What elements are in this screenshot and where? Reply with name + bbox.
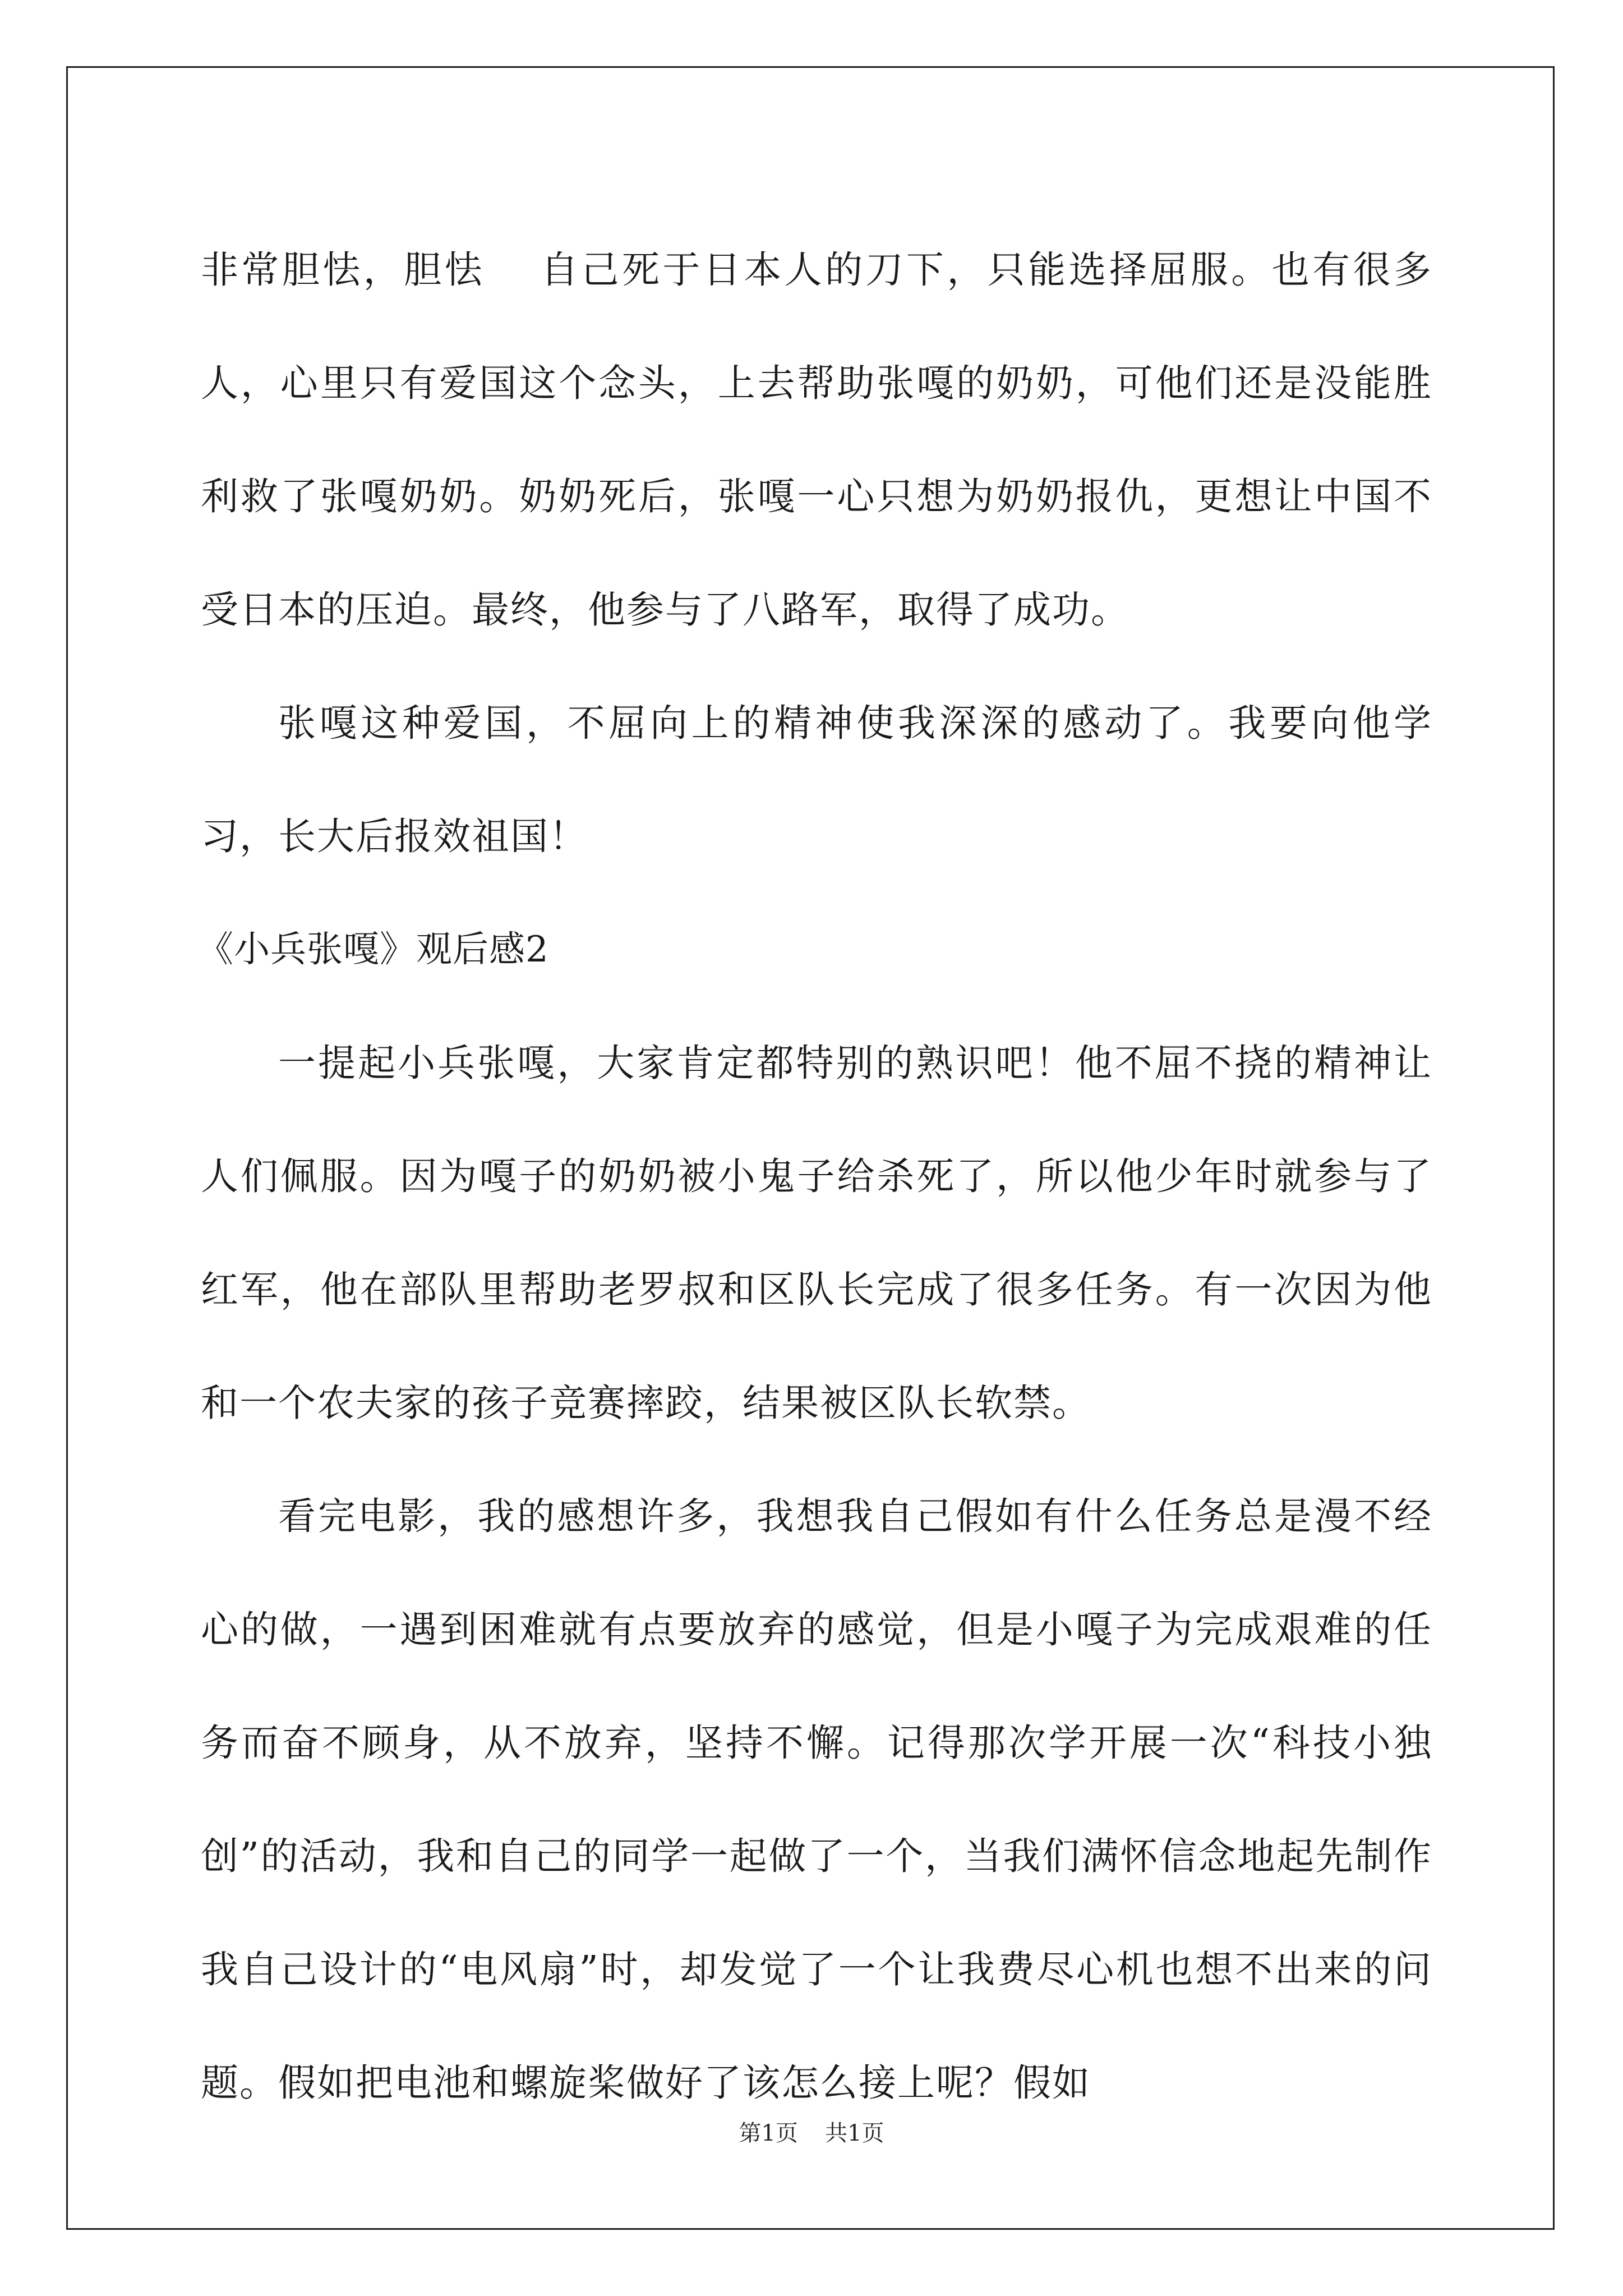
page-footer	[0, 2118, 1623, 2149]
page-number-current: 第1页	[739, 2120, 798, 2146]
page-number-total: 共1页	[825, 2120, 884, 2146]
paragraph-2: 张嘎这种爱国，不屈向上的精神使我深深的感动了。我要向他学习，长大后报效祖国！	[201, 701, 1432, 858]
section-title: 《小兵张嘎》观后感2	[197, 929, 549, 970]
paragraph-4: 看完电影，我的感想许多，我想我自己假如有什么任务总是漫不经心的做，一遇到困难就有点要放弃的感觉，但是小嘎子为完成艰难的任务而奋不顾身，从不放弃，坚持不懈。记得那次学开展一次“科技小独创”的活动，我和自己的同学一起做了一个，当我们满怀信念地起先制作我自己设计的“电风扇”时，却发觉了一个让我费尽心机也想不出来的问题。假如把电池和螺旋桨做好了该怎么接上呢？假如	[201, 1494, 1432, 2105]
paragraph-3: 一提起小兵张嘎，大家肯定都特别的熟识吧！他不屈不挠的精神让人们佩服。因为嘎子的奶奶被小鬼子给杀死了，所以他少年时就参与了红军，他在部队里帮助老罗叔和区队长完成了很多任务。有一次因为他和一个农夫家的孩子竞赛摔跤，结果被区队长软禁。	[201, 1041, 1432, 1425]
paragraph-1: 非常胆怯，胆怯 自己死于日本人的刀下，只能选择屈服。也有很多人，心里只有爱国这个念头，上去帮助张嘎的奶奶，可他们还是没能胜利救了张嘎奶奶。奶奶死后，张嘎一心只想为奶奶报仇，更想让中国不受日本的压迫。最终，他参与了八路军，取得了成功。	[201, 248, 1432, 632]
document-body	[197, 213, 1432, 2139]
